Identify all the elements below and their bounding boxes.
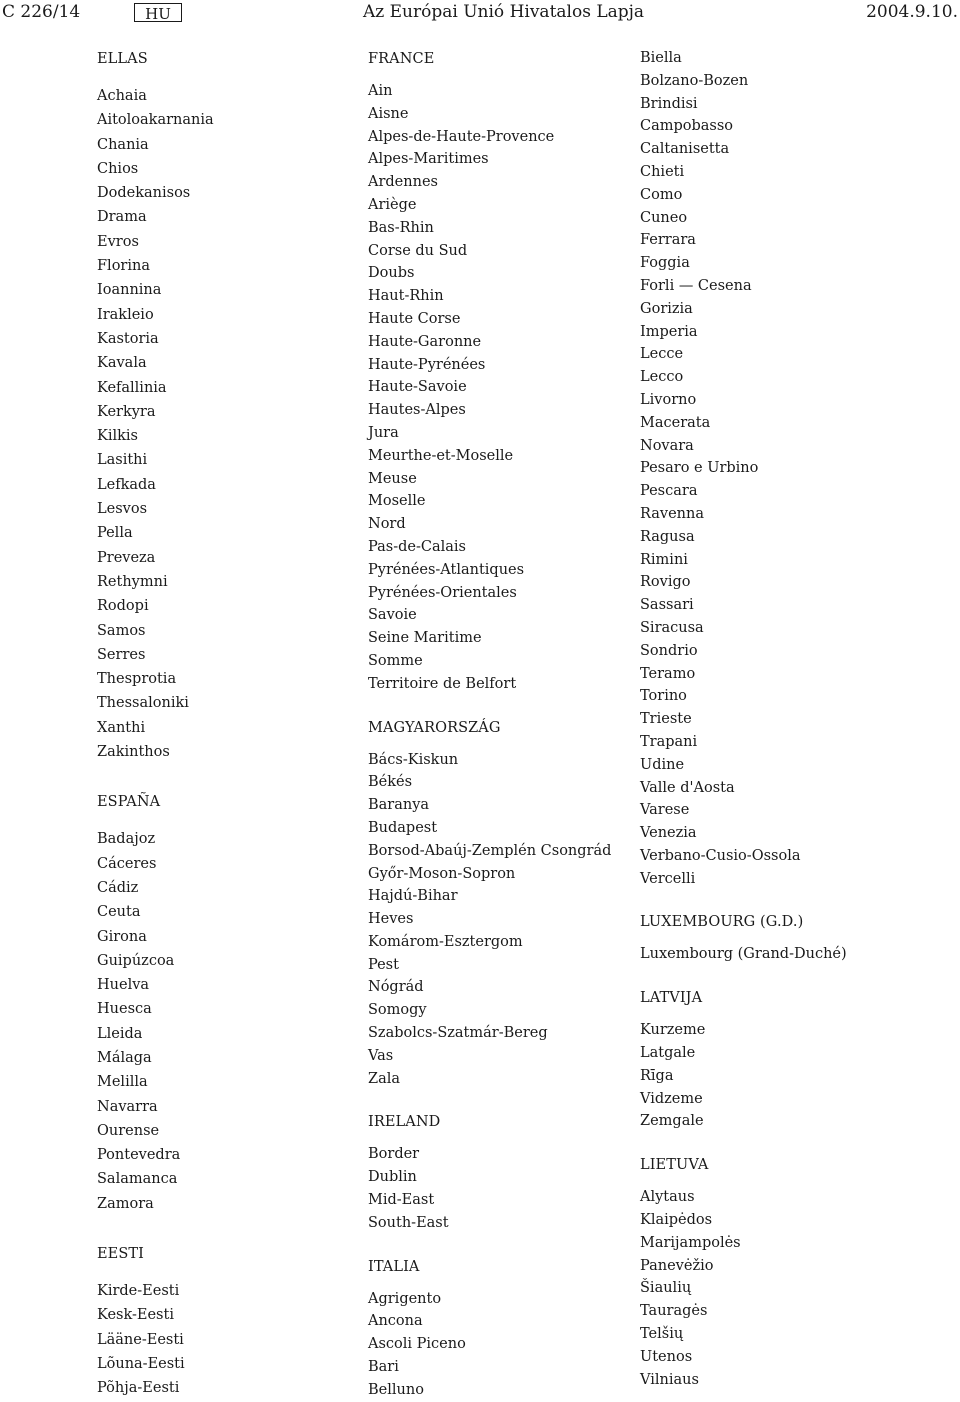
region-item: Aitoloakarnania	[97, 112, 214, 129]
region-item: Latgale	[640, 1045, 696, 1062]
region-list	[97, 827, 214, 1216]
region-item: Budapest	[368, 819, 438, 836]
country-heading: ELLAS	[97, 51, 148, 67]
region-item: Cáceres	[97, 855, 157, 872]
region-item: Savoie	[368, 607, 417, 624]
region-item: Como	[640, 186, 683, 203]
region-item: Šiaulių	[640, 1280, 692, 1297]
region-item: Kefallinia	[97, 379, 167, 396]
region-item: Bács-Kiskun	[368, 751, 459, 768]
region-item: South-East	[368, 1214, 449, 1231]
region-item: Foggia	[640, 255, 690, 272]
region-item: Ariège	[368, 196, 417, 213]
region-item: Serres	[97, 646, 146, 663]
region-item: Pesaro e Urbino	[640, 460, 759, 477]
region-item: Pyrénées-Orientales	[368, 584, 517, 601]
region-item: Hautes-Alpes	[368, 402, 466, 419]
region-item: Dublin	[368, 1169, 417, 1186]
column-3	[640, 47, 847, 1391]
region-item: Lõuna-Eesti	[97, 1355, 185, 1372]
region-item: Kilkis	[97, 428, 138, 445]
region-item: Chios	[97, 160, 139, 177]
region-item: Thessaloniki	[97, 695, 189, 712]
region-item: Caltanisetta	[640, 141, 730, 158]
region-item: Pest	[368, 956, 399, 973]
region-item: Kirde-Eesti	[97, 1283, 180, 1300]
region-item: Imperia	[640, 323, 698, 340]
region-item: Ancona	[368, 1313, 423, 1330]
region-item: Lääne-Eesti	[97, 1331, 184, 1348]
region-item: Telšių	[640, 1326, 684, 1343]
page-number: C 226/14	[2, 2, 81, 22]
region-item: Zemgale	[640, 1113, 704, 1130]
country-heading: IRELAND	[368, 1114, 441, 1131]
region-item: Ourense	[97, 1122, 160, 1139]
region-item: Lleida	[97, 1025, 143, 1042]
region-item: Somme	[368, 652, 423, 669]
region-item: Klaipėdos	[640, 1212, 713, 1229]
region-item: Alpes-Maritimes	[368, 151, 489, 168]
publication-date: 2004.9.10.	[866, 2, 958, 22]
region-item: Ardennes	[368, 174, 438, 191]
region-item: Haute Corse	[368, 310, 461, 327]
region-item: Rovigo	[640, 574, 691, 591]
region-item: Vilniaus	[640, 1371, 699, 1388]
region-item: Varese	[640, 802, 690, 819]
region-item: Vercelli	[640, 870, 696, 887]
region-item: Preveza	[97, 549, 156, 566]
region-item: Florina	[97, 258, 150, 275]
country-group	[368, 1110, 611, 1234]
region-item: Samos	[97, 622, 146, 639]
region-item: Somogy	[368, 1002, 427, 1019]
region-item: Meuse	[368, 470, 417, 487]
region-item: Panevėžio	[640, 1257, 714, 1274]
region-item: Győr-Moson-Sopron	[368, 865, 516, 882]
region-item: Rīga	[640, 1067, 674, 1084]
region-item: Heves	[368, 911, 414, 928]
region-item: Doubs	[368, 265, 415, 282]
region-item: Verbano-Cusio-Ossola	[640, 847, 801, 864]
region-item: Badajoz	[97, 831, 156, 848]
region-item: Ragusa	[640, 528, 695, 545]
region-item: Zamora	[97, 1195, 154, 1212]
region-item: Sassari	[640, 597, 694, 614]
region-list	[368, 80, 611, 696]
region-item: Lefkada	[97, 476, 156, 493]
region-item: Melilla	[97, 1074, 148, 1091]
region-item: Brindisi	[640, 95, 698, 112]
region-item: Ain	[368, 83, 393, 99]
region-item: Zala	[368, 1070, 401, 1087]
region-item: Bas-Rhin	[368, 219, 434, 236]
region-item: Rethymni	[97, 573, 168, 590]
region-list	[368, 749, 611, 1091]
region-item: Pas-de-Calais	[368, 538, 466, 555]
region-list	[640, 943, 847, 966]
region-item: Pyrénées-Atlantiques	[368, 561, 525, 578]
region-item: Thesprotia	[97, 671, 177, 688]
region-item: Cuneo	[640, 209, 688, 226]
country-heading: LIETUVA	[640, 1157, 709, 1174]
region-item: Campobasso	[640, 118, 734, 135]
region-item: Achaia	[97, 88, 147, 104]
column-2	[368, 47, 611, 1402]
region-item: Rodopi	[97, 598, 149, 615]
region-item: Zakinthos	[97, 744, 170, 761]
region-item: Ascoli Piceno	[368, 1336, 466, 1353]
country-heading: FRANCE	[368, 51, 435, 67]
region-item: Alytaus	[640, 1189, 695, 1206]
region-item: Trapani	[640, 733, 698, 750]
region-item: Torino	[640, 688, 687, 705]
region-item: Bari	[368, 1359, 399, 1376]
country-group	[640, 910, 847, 966]
column-1	[97, 47, 214, 1401]
country-heading: LUXEMBOURG (G.D.)	[640, 914, 804, 931]
region-item: Drama	[97, 209, 147, 226]
region-item: Ferrara	[640, 232, 696, 249]
region-item: Ceuta	[97, 904, 141, 921]
region-item: Cádiz	[97, 879, 139, 896]
region-item: Bolzano-Bozen	[640, 72, 749, 89]
region-item: Baranya	[368, 797, 430, 814]
region-item: Navarra	[97, 1098, 158, 1115]
region-item: Haute-Savoie	[368, 379, 467, 396]
region-item: Belluno	[368, 1381, 424, 1398]
country-group	[368, 47, 611, 696]
region-item: Seine Maritime	[368, 630, 482, 647]
region-item: Haut-Rhin	[368, 288, 444, 305]
region-item: Macerata	[640, 414, 711, 431]
region-item: Forli — Cesena	[640, 277, 752, 294]
region-item: Territoire de Belfort	[368, 675, 517, 692]
country-group	[640, 986, 847, 1133]
region-item: Tauragės	[640, 1303, 708, 1320]
country-group	[97, 790, 214, 1216]
region-item: Marijampolės	[640, 1234, 741, 1251]
region-item: Trieste	[640, 711, 692, 728]
region-item: Ravenna	[640, 505, 704, 522]
region-item: Haute-Pyrénées	[368, 356, 486, 373]
region-item: Pella	[97, 525, 133, 542]
region-item: Kesk-Eesti	[97, 1307, 174, 1324]
region-item: Livorno	[640, 391, 697, 408]
region-item: Kurzeme	[640, 1022, 706, 1039]
region-item: Dodekanisos	[97, 185, 191, 202]
region-item: Moselle	[368, 493, 426, 510]
region-item: Udine	[640, 756, 685, 773]
country-group	[640, 47, 847, 890]
region-item: Vidzeme	[640, 1090, 703, 1107]
country-group	[368, 1255, 611, 1402]
region-item: Luxembourg (Grand-Duché)	[640, 946, 847, 963]
region-item: Teramo	[640, 665, 696, 682]
region-list	[368, 1143, 611, 1234]
region-list	[640, 47, 847, 890]
region-item: Venezia	[640, 825, 697, 842]
region-item: Chieti	[640, 163, 685, 180]
region-list	[640, 1019, 847, 1133]
region-item: Novara	[640, 437, 694, 454]
region-item: Nógrád	[368, 979, 424, 996]
region-item: Hajdú-Bihar	[368, 888, 458, 905]
region-item: Alpes-de-Haute-Provence	[368, 128, 555, 145]
region-item: Borsod-Abaúj-Zemplén Csongrád	[368, 842, 612, 859]
region-item: Huesca	[97, 1001, 152, 1018]
region-item: Biella	[640, 50, 682, 66]
region-item: Pontevedra	[97, 1147, 181, 1164]
language-badge: HU	[134, 3, 182, 22]
region-item: Evros	[97, 233, 139, 250]
region-item: Vas	[368, 1047, 394, 1064]
page-header	[0, 0, 960, 26]
region-item: Szabolcs-Szatmár-Bereg	[368, 1025, 548, 1042]
region-item: Lesvos	[97, 501, 148, 518]
region-item: Nord	[368, 516, 406, 533]
region-item: Lecce	[640, 346, 684, 363]
country-group	[97, 1242, 214, 1400]
region-item: Aisne	[368, 105, 409, 122]
region-list	[97, 1279, 214, 1400]
region-item: Salamanca	[97, 1171, 178, 1188]
region-item: Huelva	[97, 977, 150, 994]
region-item: Xanthi	[97, 719, 146, 736]
region-item: Mid-East	[368, 1192, 435, 1209]
region-list	[640, 1186, 847, 1391]
region-list	[97, 84, 214, 764]
country-heading: ESPAÑA	[97, 794, 161, 811]
country-heading: MAGYARORSZÁG	[368, 719, 501, 736]
region-item: Kerkyra	[97, 403, 156, 420]
country-group	[640, 1153, 847, 1391]
region-item: Kastoria	[97, 330, 159, 347]
region-item: Chania	[97, 136, 149, 153]
region-item: Haute-Garonne	[368, 333, 482, 350]
region-list	[368, 1288, 611, 1402]
journal-title: Az Európai Unió Hivatalos Lapja	[363, 2, 645, 22]
region-item: Rimini	[640, 551, 688, 568]
country-heading: ITALIA	[368, 1258, 420, 1275]
region-item: Corse du Sud	[368, 242, 468, 259]
region-item: Ioannina	[97, 282, 162, 299]
country-group	[368, 716, 611, 1091]
region-item: Siracusa	[640, 619, 704, 636]
region-item: Valle d'Aosta	[640, 779, 735, 796]
region-item: Girona	[97, 928, 147, 945]
country-group	[97, 47, 214, 764]
region-item: Sondrio	[640, 642, 698, 659]
region-item: Agrigento	[368, 1290, 442, 1307]
region-item: Meurthe-et-Moselle	[368, 447, 514, 464]
region-item: Border	[368, 1146, 420, 1163]
region-item: Jura	[368, 424, 399, 441]
region-item: Guipúzcoa	[97, 952, 175, 969]
region-item: Málaga	[97, 1049, 152, 1066]
region-item: Komárom-Esztergom	[368, 933, 523, 950]
country-heading: LATVIJA	[640, 990, 703, 1007]
region-item: Kavala	[97, 355, 147, 372]
region-item: Irakleio	[97, 306, 154, 323]
region-item: Gorizia	[640, 300, 693, 317]
region-item: Utenos	[640, 1348, 693, 1365]
region-item: Pescara	[640, 483, 698, 500]
region-item: Põhja-Eesti	[97, 1380, 180, 1397]
country-heading: EESTI	[97, 1246, 145, 1263]
region-item: Lasithi	[97, 452, 148, 469]
region-item: Lecco	[640, 369, 684, 386]
region-item: Békés	[368, 774, 413, 791]
